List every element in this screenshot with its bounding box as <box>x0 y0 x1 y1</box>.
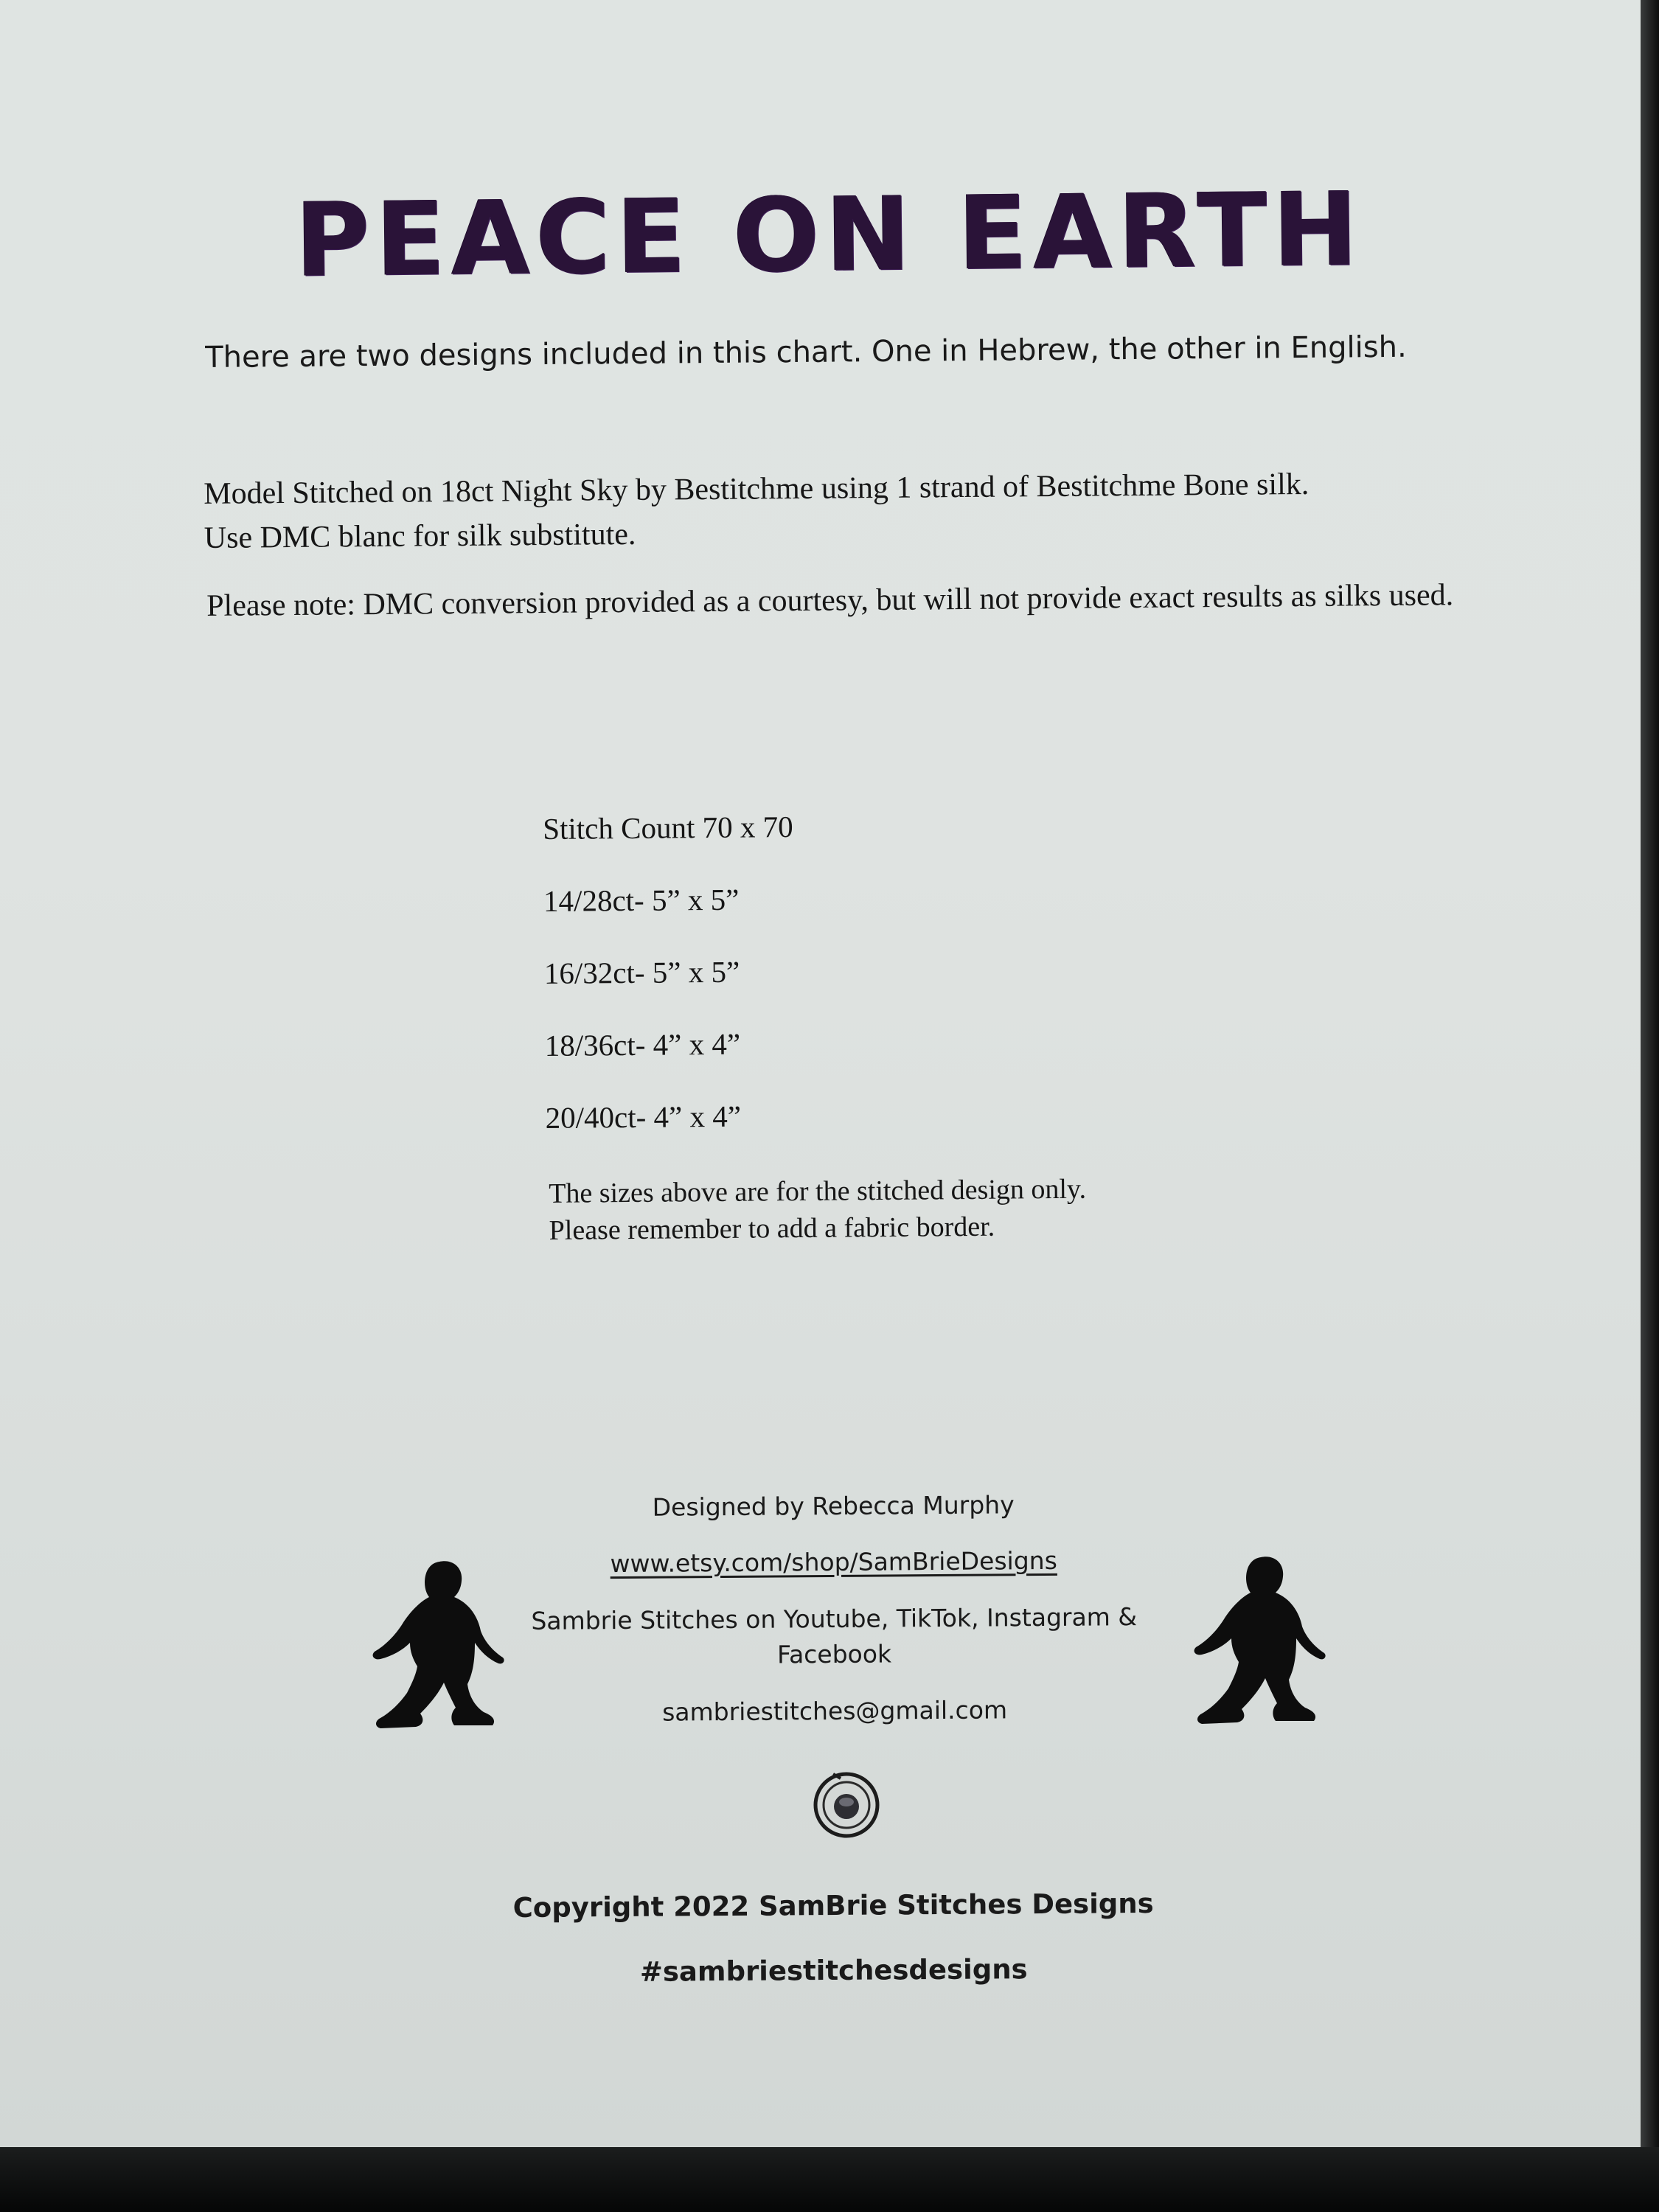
stitch-count: Stitch Count 70 x 70 <box>543 810 793 846</box>
credits-block <box>479 1487 1189 1753</box>
sizes-note <box>549 1171 1087 1249</box>
model-stitched-info <box>204 462 1310 560</box>
conversion-note: Please note: DMC conversion provided as a courtesy, but will not provide exact results as silks used. <box>206 578 1454 623</box>
stitch-specs <box>543 809 796 1172</box>
monitor-bezel-right <box>1641 0 1659 2212</box>
footer-block <box>479 1885 1188 2020</box>
hashtag-text: #sambriestitchesdesigns <box>639 1953 1028 1988</box>
copyright-text: Copyright 2022 SamBrie Stitches Designs <box>512 1887 1154 1924</box>
size-16-32ct: 16/32ct- 5” x 5” <box>543 954 740 990</box>
etsy-shop-link[interactable]: www.etsy.com/shop/SamBrieDesigns <box>610 1545 1057 1579</box>
model-line-1: Model Stitched on 18ct Night Sky by Bestitchme using 1 strand of Bestitchme Bone silk. <box>204 467 1310 511</box>
contact-email[interactable]: sambriestitches@gmail.com <box>661 1695 1008 1727</box>
social-line-1: Sambrie Stitches on Youtube, TikTok, Instagram & <box>531 1602 1138 1635</box>
sizes-note-line-1: The sizes above are for the stitched design only. <box>549 1173 1087 1209</box>
monitor-bezel-bottom <box>0 2147 1659 2212</box>
sizes-note-line-2: Please remember to add a fabric border. <box>549 1211 995 1246</box>
social-media-info <box>480 1599 1189 1675</box>
page-title: PEACE ON EARTH <box>294 170 1365 300</box>
designer-credit: Designed by Rebecca Murphy <box>652 1490 1015 1522</box>
size-20-40ct: 20/40ct- 4” x 4” <box>545 1099 742 1135</box>
intro-text: There are two designs included in this chart. One in Hebrew, the other in English. <box>205 330 1407 375</box>
model-line-2: Use DMC blanc for silk substitute. <box>204 517 636 555</box>
size-14-28ct: 14/28ct- 5” x 5” <box>543 882 740 918</box>
size-18-36ct: 18/36ct- 4” x 4” <box>544 1026 741 1062</box>
bigfoot-silhouette-icon <box>1180 1544 1335 1736</box>
round-logo-badge-icon <box>811 1768 882 1839</box>
social-line-2: Facebook <box>776 1639 892 1669</box>
